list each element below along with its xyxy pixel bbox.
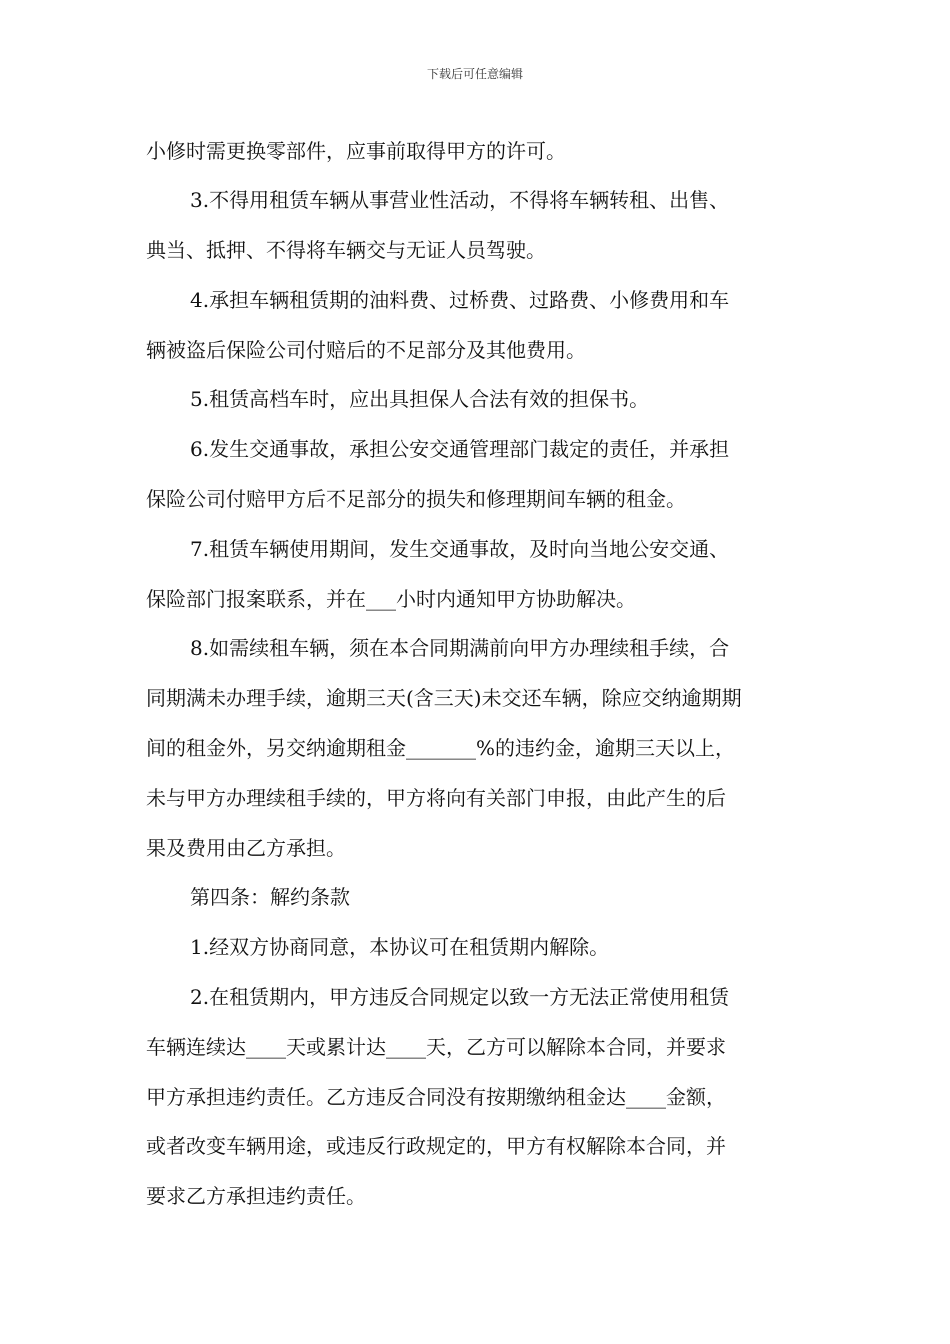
text-line: 5.租赁高档车时，应出具担保人合法有效的担保书。 — [190, 387, 650, 411]
text-line: 果及费用由乙方承担。 — [146, 836, 346, 860]
page-header: 下载后可任意编辑 — [426, 67, 523, 81]
text-line: 1.经双方协商同意，本协议可在租赁期内解除。 — [190, 935, 610, 959]
text-line: 车辆连续达____天或累计达____天，乙方可以解除本合同，并要求 — [146, 1035, 726, 1059]
text-line: 保险公司付赔甲方后不足部分的损失和修理期间车辆的租金。 — [146, 487, 686, 511]
text-line: 典当、抵押、不得将车辆交与无证人员驾驶。 — [146, 238, 546, 262]
text-line: 或者改变车辆用途，或违反行政规定的，甲方有权解除本合同，并 — [146, 1134, 726, 1158]
text-line: 6.发生交通事故，承担公安交通管理部门裁定的责任，并承担 — [190, 437, 730, 461]
text-line: 同期满未办理手续，逾期三天(含三天)未交还车辆，除应交纳逾期期 — [146, 686, 742, 710]
text-line: 甲方承担违约责任。乙方违反合同没有按期缴纳租金达____金额， — [146, 1085, 726, 1109]
text-line: 间的租金外，另交纳逾期租金_______%的违约金，逾期三天以上， — [146, 736, 736, 760]
text-line: 4.承担车辆租赁期的油料费、过桥费、过路费、小修费用和车 — [190, 288, 730, 312]
text-line: 7.租赁车辆使用期间，发生交通事故，及时向当地公安交通、 — [190, 537, 730, 561]
section-heading: 第四条：解约条款 — [190, 885, 350, 909]
text-line: 辆被盗后保险公司付赔后的不足部分及其他费用。 — [146, 338, 586, 362]
text-line: 3.不得用租赁车辆从事营业性活动，不得将车辆转租、出售、 — [190, 188, 730, 212]
text-line: 保险部门报案联系，并在___小时内通知甲方协助解决。 — [146, 587, 636, 611]
text-line: 2.在租赁期内，甲方违反合同规定以致一方无法正常使用租赁 — [190, 985, 730, 1009]
text-line: 8.如需续租车辆，须在本合同期满前向甲方办理续租手续，合 — [190, 636, 730, 660]
text-line: 小修时需更换零部件，应事前取得甲方的许可。 — [146, 139, 566, 163]
text-line: 要求乙方承担违约责任。 — [146, 1184, 366, 1208]
text-line: 未与甲方办理续租手续的，甲方将向有关部门申报，由此产生的后 — [146, 786, 726, 810]
